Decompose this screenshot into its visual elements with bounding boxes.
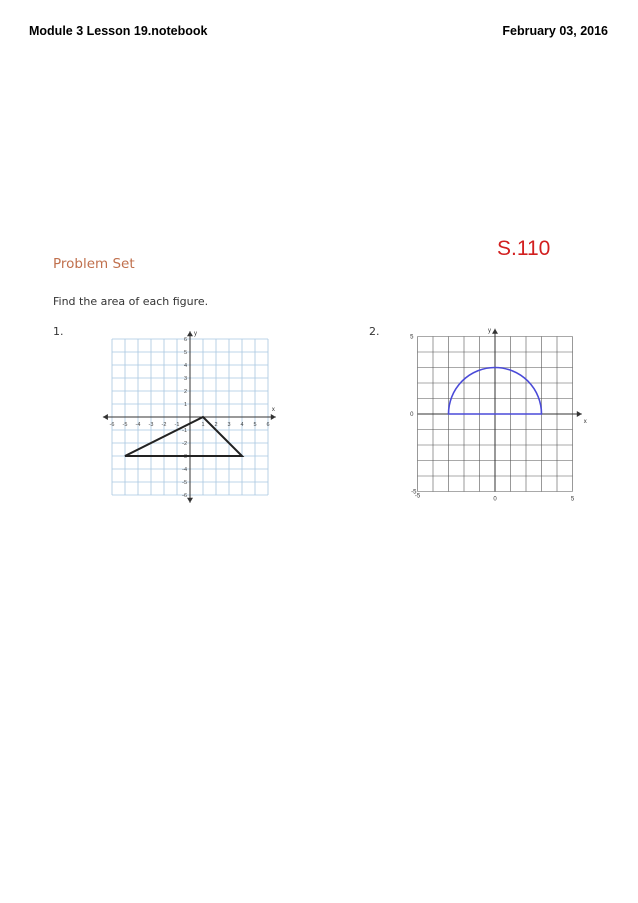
y-axis-arrow — [187, 498, 193, 503]
y-tick-label: 3 — [183, 376, 187, 382]
y-tick-label: 5 — [183, 350, 187, 356]
y-axis-arrow — [492, 329, 498, 334]
y-tick-label: -4 — [182, 467, 187, 473]
instruction-text: Find the area of each figure. — [53, 295, 209, 308]
x-tick-label: -2 — [161, 422, 167, 428]
x-tick-label: -6 — [109, 422, 115, 428]
x-tick-label: 5 — [253, 422, 257, 428]
x-axis-arrow — [271, 414, 276, 420]
problem-1-number: 1. — [53, 325, 64, 338]
y-axis-label: y — [194, 331, 197, 338]
problem-2-graph — [395, 318, 590, 513]
y-tick-label: 0 — [410, 412, 414, 418]
y-axis-arrow — [187, 331, 193, 336]
x-tick-label: -3 — [148, 422, 154, 428]
x-tick-label: -5 — [414, 493, 421, 500]
y-tick-label: -2 — [182, 441, 187, 447]
page-reference-annotation: S.110 — [497, 237, 551, 260]
x-tick-label: 2 — [214, 422, 218, 428]
y-tick-label: -5 — [182, 480, 187, 486]
y-tick-label: 5 — [410, 334, 414, 341]
x-tick-label: 6 — [266, 422, 270, 428]
y-tick-label: 6 — [183, 337, 187, 343]
y-tick-label: 4 — [183, 363, 187, 369]
x-axis-label: x — [271, 407, 275, 413]
x-axis-label: x — [583, 419, 587, 425]
document-title: Module 3 Lesson 19.notebook — [29, 24, 208, 38]
y-tick-label: -1 — [182, 428, 187, 434]
x-axis-arrow — [103, 414, 108, 420]
y-tick-label: 2 — [183, 389, 187, 395]
problem-1-graph — [85, 325, 275, 515]
document-date: February 03, 2016 — [502, 24, 608, 38]
y-axis-label: y — [488, 327, 491, 334]
triangle-shape — [122, 417, 242, 456]
x-tick-label: 0 — [493, 496, 497, 503]
x-tick-label: 1 — [201, 422, 205, 428]
x-tick-label: -5 — [122, 422, 128, 428]
x-tick-label: 4 — [240, 422, 244, 428]
x-axis-arrow — [577, 411, 582, 417]
y-tick-label: -5 — [411, 489, 417, 496]
section-title: Problem Set — [53, 256, 135, 272]
x-tick-label: -1 — [174, 422, 180, 428]
x-tick-label: 3 — [227, 422, 231, 428]
y-tick-label: -3 — [182, 454, 187, 460]
y-tick-label: -6 — [182, 493, 187, 499]
x-tick-label: -4 — [135, 422, 141, 428]
x-tick-label: 5 — [570, 496, 575, 503]
y-tick-label: 1 — [183, 402, 187, 408]
problem-2-number: 2. — [369, 325, 380, 338]
